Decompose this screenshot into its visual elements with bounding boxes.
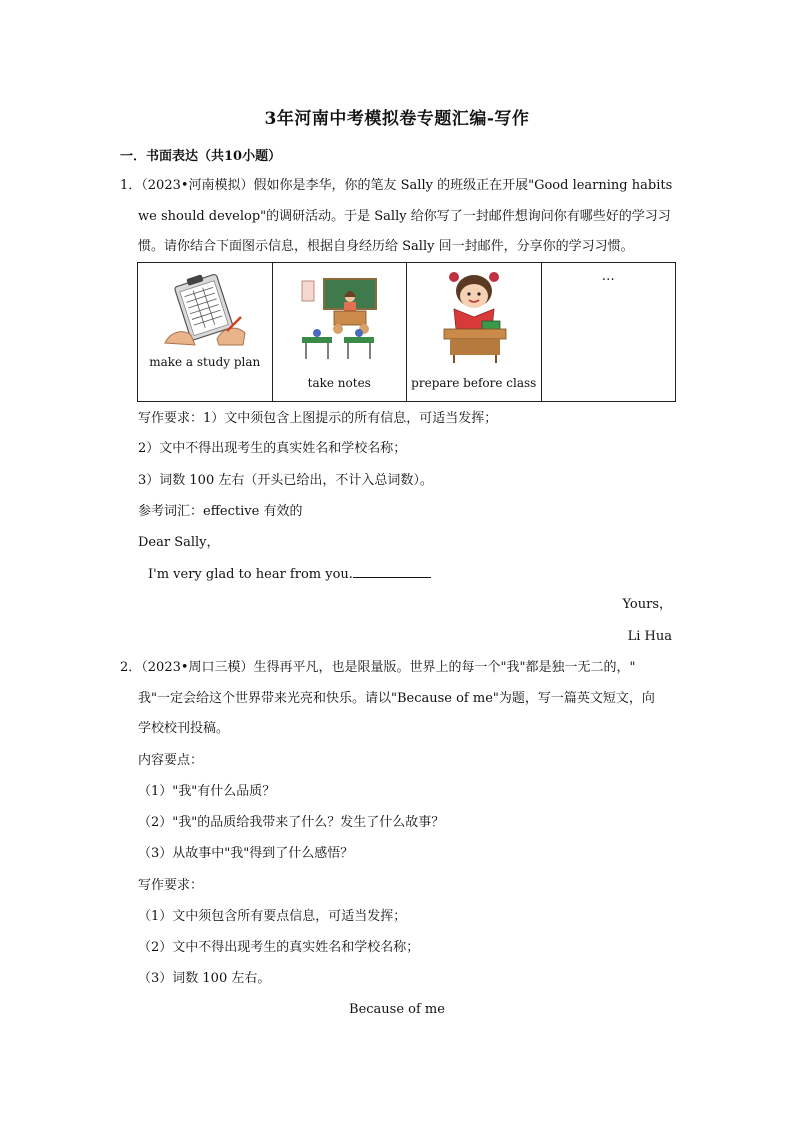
q1-requirement-3: 3）词数 100 左右（开头已给出，不计入总词数）。 [138,473,433,488]
letter-closing: Yours， [622,597,672,612]
picture-cell-prepare [407,263,542,402]
q2-point-3: （3）从故事中"我"得到了什么感悟？ [138,846,354,861]
letter-opening-text: I'm very glad to hear from you. [148,567,353,582]
picture-prompt-table [137,262,676,402]
answer-blank[interactable] [353,565,431,578]
q1-requirement-2: 2）文中不得出现考生的真实姓名和学校名称； [138,441,407,456]
q1-prompt-line-2: we should develop"的调研活动。于是 Sally 给你写了一封邮件想询问你有哪些好的学习习 [138,209,671,224]
picture-cell-study-plan [138,263,273,402]
q2-requirement-1: （1）文中须包含所有要点信息，可适当发挥； [138,909,407,924]
q2-requirements-label: 写作要求： [138,878,204,893]
caption-study-plan: make a study plan [149,355,261,369]
letter-greeting: Dear Sally， [138,535,220,550]
letter-opening [148,565,431,584]
q2-point-1: （1）"我"有什么品质？ [138,784,276,799]
q2-prompt-line-1: 2．（2023•周口三模）生得再平凡，也是限量版。世界上的每一个"我"都是独一无二的，" [120,660,636,675]
q2-requirement-3: （3）词数 100 左右。 [138,971,271,986]
caption-prepare-before-class: prepare before class [411,376,537,390]
ellipsis-mark: … [601,269,615,284]
reading-girl-illustration [432,269,516,365]
q2-prompt-line-2: 我"一定会给这个世界带来光亮和快乐。请以"Because of me"为题，写一篇英文短文，向 [138,691,655,706]
document-title: 3年河南中考模拟卷专题汇编-写作 [264,109,530,129]
caption-take-notes: take notes [307,376,371,390]
q2-points-label: 内容要点： [138,753,204,768]
q2-essay-title: Because of me [349,1002,445,1017]
q1-requirement-1: 写作要求：1）文中须包含上图提示的所有信息，可适当发挥； [138,411,498,426]
q1-prompt-line-3: 惯。请你结合下面图示信息，根据自身经历给 Sally 回一封邮件，分享你的学习习惯。 [138,239,634,254]
picture-cell-take-notes [272,263,407,402]
q1-prompt-line-1: 1．（2023•河南模拟）假如你是李华，你的笔友 Sally 的班级正在开展"Good learning habits [120,178,673,193]
classroom-illustration [294,275,384,363]
q2-prompt-line-3: 学校校刊投稿。 [138,721,230,736]
picture-cell-more [541,263,676,402]
q1-vocabulary: 参考词汇：effective 有效的 [138,504,303,519]
q2-requirement-2: （2）文中不得出现考生的真实姓名和学校名称； [138,940,420,955]
study-plan-illustration [157,273,253,349]
q2-point-2: （2）"我"的品质给我带来了什么？发生了什么故事？ [138,815,445,830]
section-heading: 一．书面表达（共10小题） [120,149,282,164]
letter-signature: Li Hua [627,629,672,644]
